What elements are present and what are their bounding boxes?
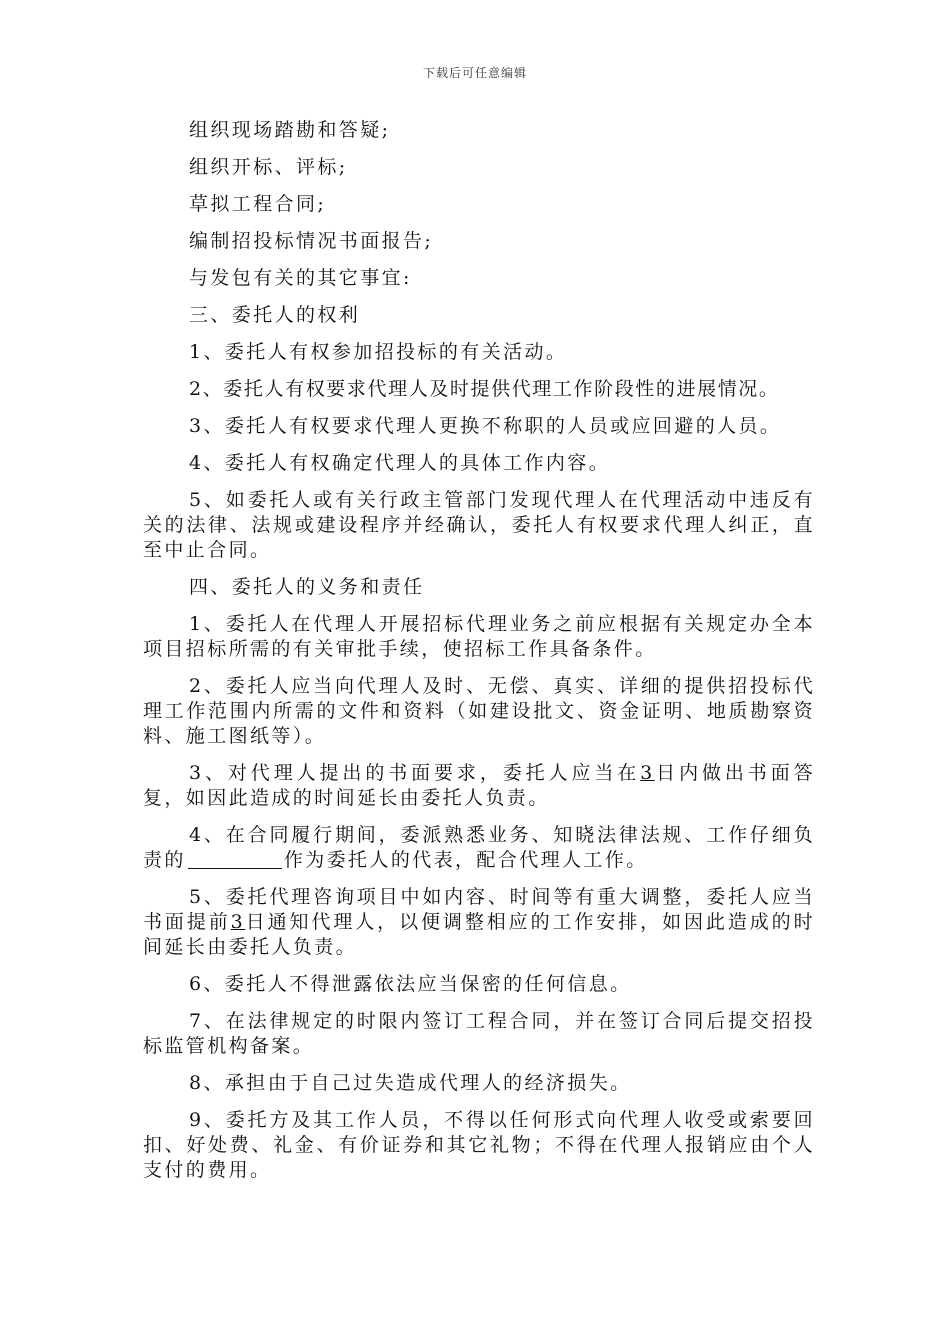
rights-item-4: 4、委托人有权确定代理人的具体工作内容。 — [189, 452, 611, 474]
obligation-4-text-b: 作为委托人的代表，配合代理人工作。 — [283, 849, 648, 871]
obligation-4-text-a: 4、在合同履行期间，委派熟悉业务、知晓法律法规、工作仔细负责的 — [143, 824, 815, 871]
obligation-5-text-b: 日通知代理人，以便调整相应的工作安排，如因此造成的时间延长由委托人负责。 — [143, 911, 815, 958]
obligation-3-text-a: 3、对代理人提出的书面要求，委托人应当在 — [189, 762, 641, 784]
obligation-item-4 — [143, 823, 815, 873]
section-heading-obligations: 四、委托人的义务和责任 — [189, 576, 425, 598]
rights-item-1: 1、委托人有权参加招投标的有关活动。 — [189, 341, 568, 363]
section-heading-rights: 三、委托人的权利 — [189, 304, 361, 326]
reply-days-value: 3 — [640, 762, 655, 784]
obligation-item-8: 8、承担由于自己过失造成代理人的经济损失。 — [189, 1072, 632, 1094]
obligation-5-text-a: 5、委托代理咨询项目中如内容、时间等有重大调整，委托人应当书面提前 — [143, 886, 815, 933]
obligation-item-5 — [143, 885, 815, 960]
rights-item-5: 5、如委托人或有关行政主管部门发现代理人在代理活动中违反有关的法律、法规或建设程序并经确认，委托人有权要求代理人纠正，直至中止合同。 — [143, 489, 815, 561]
obligation-item-1: 1、委托人在代理人开展招标代理业务之前应根据有关规定办全本项目招标所需的有关审批手续，使招标工作具备条件。 — [143, 613, 815, 660]
paragraph-report: 编制招投标情况书面报告; — [189, 230, 434, 252]
page-header: 下载后可任意编辑 — [422, 66, 527, 80]
obligation-item-7: 7、在法律规定的时限内签订工程合同，并在签订合同后提交招投标监管机构备案。 — [143, 1010, 815, 1057]
paragraph-draft-contract: 草拟工程合同; — [189, 193, 327, 215]
representative-blank — [188, 850, 282, 869]
paragraph-bid-opening: 组织开标、评标; — [189, 156, 348, 178]
paragraph-other-matters: 与发包有关的其它事宜: — [189, 267, 412, 289]
obligation-item-2: 2、委托人应当向代理人及时、无偿、真实、详细的提供招投标代理工作范围内所需的文件和资料（如建设批文、资金证明、地质勘察资料、施工图纸等）。 — [143, 675, 815, 747]
paragraph-site-survey: 组织现场踏勘和答疑; — [189, 119, 391, 141]
document-body — [143, 118, 815, 1195]
obligation-item-9: 9、委托方及其工作人员，不得以任何形式向代理人收受或索要回扣、好处费、礼金、有价证券和其它礼物；不得在代理人报销应由个人支付的费用。 — [143, 1109, 815, 1181]
obligation-item-3 — [143, 761, 815, 811]
rights-item-2: 2、委托人有权要求代理人及时提供代理工作阶段性的进展情况。 — [189, 378, 780, 400]
rights-item-3: 3、委托人有权要求代理人更换不称职的人员或应回避的人员。 — [189, 415, 782, 437]
obligation-3-text-b: 日内做出书面答复，如因此造成的时间延长由委托人负责。 — [143, 762, 815, 809]
notice-days-value: 3 — [230, 911, 246, 933]
obligation-item-6: 6、委托人不得泄露依法应当保密的任何信息。 — [189, 973, 632, 995]
